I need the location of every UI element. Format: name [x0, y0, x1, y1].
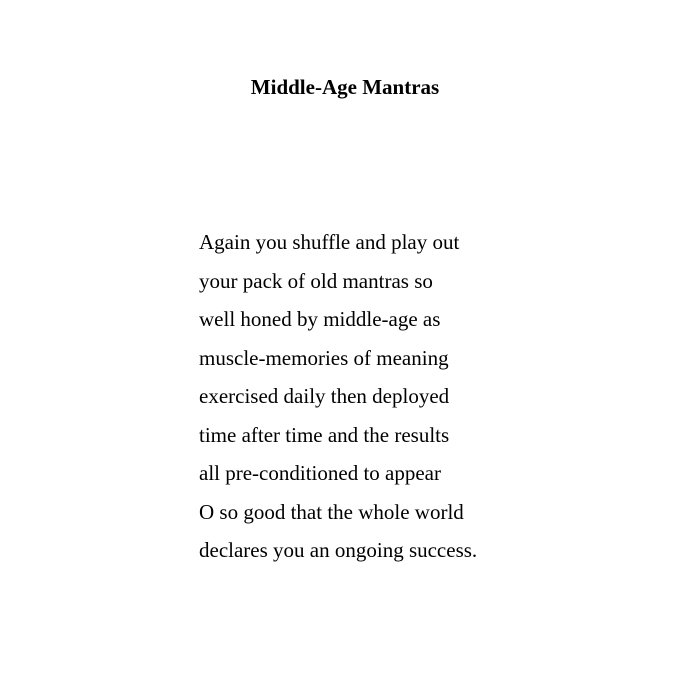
- poem-line-6: time after time and the results: [199, 422, 450, 447]
- poem-body: [199, 226, 659, 573]
- poem-line-4: muscle-memories of meaning: [199, 345, 449, 370]
- poem-line-1: Again you shuffle and play out: [199, 230, 460, 254]
- poem-line-9: declares you an ongoing success.: [199, 538, 478, 562]
- poem-title: Middle-Age Mantras: [250, 75, 440, 99]
- poem-line-5: exercised daily then deployed: [199, 384, 450, 408]
- poem-line-2: your pack of old mantras so: [199, 268, 433, 293]
- poem-line-8: O so good that the whole world: [199, 499, 464, 524]
- poem-line-3: well honed by middle-age as: [199, 307, 441, 331]
- poem-line-7: all pre-conditioned to appear: [199, 461, 441, 485]
